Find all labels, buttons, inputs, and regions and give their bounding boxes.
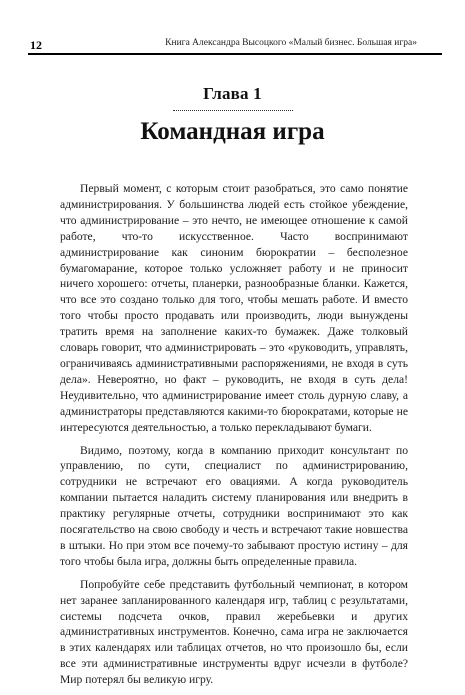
paragraph: Попробуйте себе представить футбольный чемпионат, в котором нет заранее запланированного календаря игр, таблиц с результатами, системы подсчета очков, правил жеребьевки и других административных инструментов. Конечно, сама игра не заключается в этих календарях или таблицах отчетов, но что произошло бы, если все эти административные инструменты вдруг исчезли в футболе? Мир потерял бы великую игру.	[60, 577, 408, 687]
body-text	[60, 181, 408, 695]
paragraph: Первый момент, с которым стоит разобраться, это само понятие администрирования. У большинства людей есть стойкое убеждение, что администрирование – это нечто, не имеющее отношение к самой работе, что-то искусственное. Часто воспринимают администрирование как синоним бюрократии – бесполезное бумагомарание, которое только усложняет работу и не приносит ничего хорошего: отчеты, планерки, разнообразные бланки. Кажется, что все это создано только для того, чтобы мешать работе. И вместо того чтобы просто продавать или производить, люди вынуждены тратить время на заполнение каких-то бумажек. Даже толковый словарь говорит, что администрировать – это «руководить, управлять, ограничиваясь административными распоряжениями, не входя в суть дела». Невероятно, но факт – руководить, не входя в суть дела! Неудивительно, что администрирование имеет столь дурную славу, а администраторы представляются какими-то бюрократами, которые не интересуются деятельностью, а только перекладывают бумаги.	[60, 182, 408, 434]
header-rule	[28, 53, 442, 55]
chapter-divider	[173, 110, 293, 111]
chapter-label: Глава 1	[203, 84, 262, 103]
page-header	[0, 0, 465, 60]
chapter-title: Командная игра	[140, 118, 325, 145]
paragraph: Видимо, поэтому, когда в компанию приходит консультант по управлению, по сути, специалист по администрированию, сотрудники не встречают его овациями. А когда руководитель компании пытается наладить систему планирования или внедрить в практику регулярные отчеты, сотрудники воспринимают это как посягательство на свою свободу и честь и встречают такие новшества в штыки. Но при этом все почему-то забывают простую истину – для того чтобы была игра, должны быть определенные правила.	[60, 443, 408, 568]
page-number: 12	[30, 38, 42, 52]
running-title: Книга Александра Высоцкого «Малый бизнес. Большая игра»	[165, 38, 417, 48]
